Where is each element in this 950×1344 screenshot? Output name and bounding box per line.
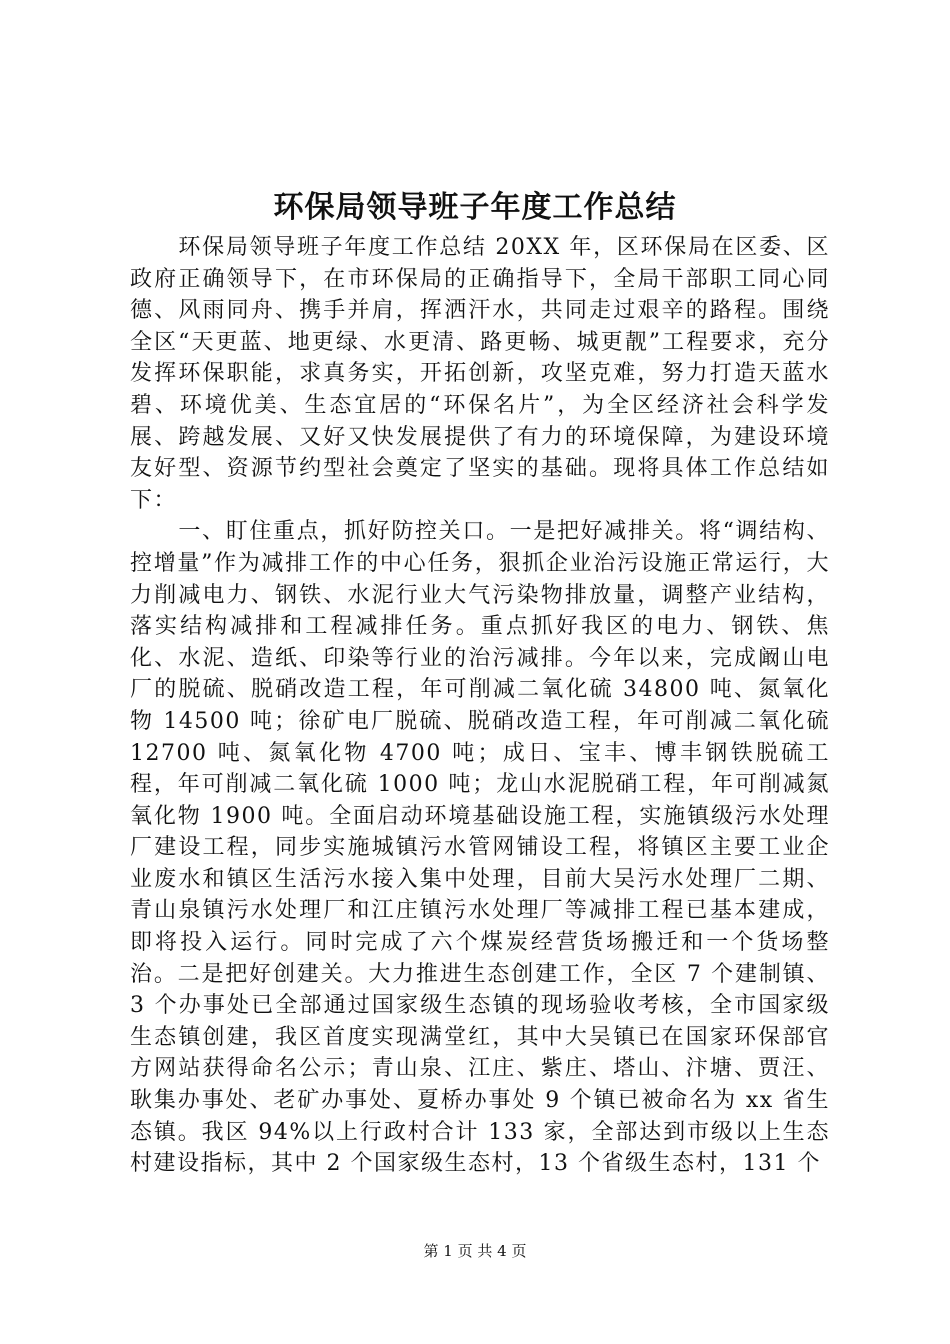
- document-title: 环保局领导班子年度工作总结: [273, 190, 677, 225]
- intro-paragraph: 环保局领导班子年度工作总结 20XX 年，区环保局在区委、区政府正确领导下，在市环保局的正确指导下，全局干部职工同心同德、风雨同舟、携手并肩，挥洒汗水，共同走过艰辛的路程。围绕全区“天更蓝、地更绿、水更清、路更畅、城更靓”工程要求，充分发挥环保职能，求真务实，开拓创新，攻坚克难，努力打造天蓝水碧、环境优美、生态宜居的“环保名片”，为全区经济社会科学发展、跨越发展、又好又快发展提供了有力的环境保障，为建设环境友好型、资源节约型社会奠定了坚实的基础。现将具体工作总结如下：: [130, 235, 830, 513]
- page-number-footer: 第 1 页 共 4 页: [423, 1242, 527, 1260]
- section-one-paragraph: 一、盯住重点，抓好防控关口。一是把好减排关。将“调结构、控增量”作为减排工作的中心任务，狠抓企业治污设施正常运行，大力削减电力、钢铁、水泥行业大气污染物排放量，调整产业结构，落实结构减排和工程减排任务。重点抓好我区的电力、钢铁、焦化、水泥、造纸、印染等行业的治污减排。今年以来，完成阚山电厂的脱硫、脱硝改造工程，年可削减二氧化硫 34800 吨、氮氧化物 14500 吨；徐矿电厂脱硫、脱硝改造工程，年可削减二氧化硫 12700 吨、氮氧化物 4700 吨；成日、宝丰、博丰钢铁脱硫工程，年可削减二氧化硫 1000 吨；龙山水泥脱硝工程，年可削减氮氧化物 1900 吨。全面启动环境基础设施工程，实施镇级污水处理厂建设工程，同步实施城镇污水管网铺设工程，将镇区主要工业企业废水和镇区生活污水接入集中处理，目前大吴污水处理厂二期、青山泉镇污水处理厂和江庄镇污水处理厂等减排工程已基本建成，即将投入运行。同时完成了六个煤炭经营货场搬迁和一个货场整治。二是把好创建关。大力推进生态创建工作，全区 7 个建制镇、3 个办事处已全部通过国家级生态镇的现场验收考核，全市国家级生态镇创建，我区首度实现满堂红，其中大吴镇已在国家环保部官方网站获得命名公示；青山泉、江庄、紫庄、塔山、汴塘、贾汪、耿集办事处、老矿办事处、夏桥办事处 9 个镇已被命名为 xx 省生态镇。我区 94%以上行政村合计 133 家，全部达到市级以上生态村建设指标，其中 2 个国家级生态村，13 个省级生态村，131 个: [130, 519, 830, 1177]
- document-body: [130, 232, 830, 1180]
